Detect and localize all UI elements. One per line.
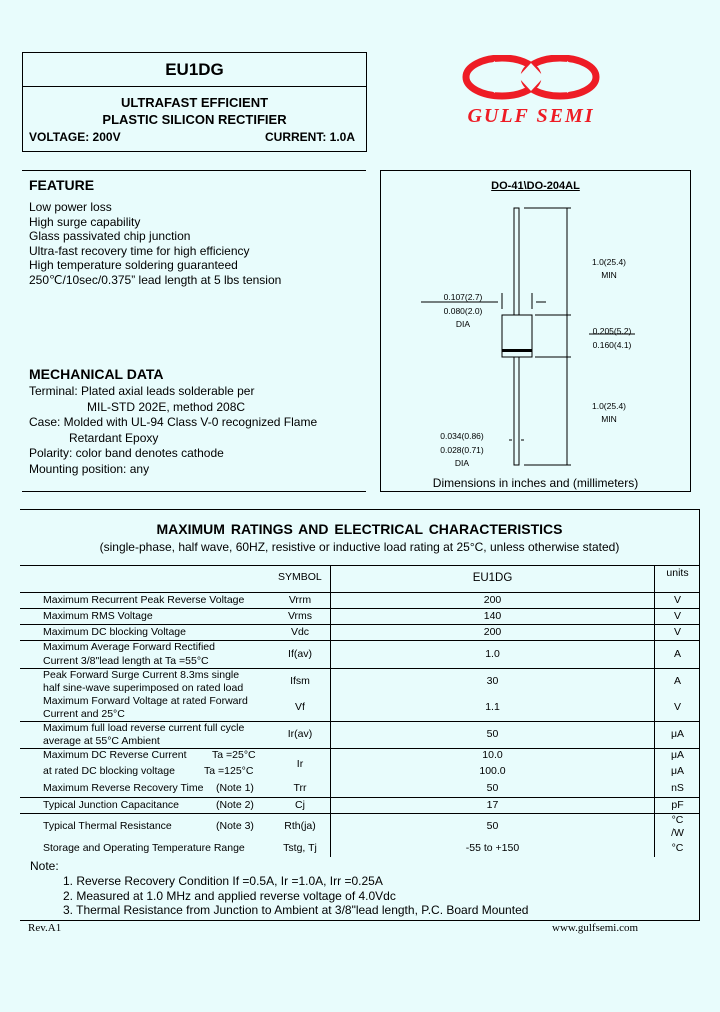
divider (22, 491, 366, 492)
package-title: DO-41\DO-204AL (491, 180, 580, 192)
lead-length-bottom: 1.0(25.4) (591, 401, 627, 411)
mechanical-line: Retardant Epoxy (69, 431, 159, 445)
feature-item: 250℃/10sec/0.375” lead length at 5 lbs tension (29, 273, 282, 287)
parameter-label: Maximum Average Forward Rectified (43, 641, 215, 653)
value: 30 (486, 675, 499, 687)
symbol: Tstg, Tj (283, 841, 317, 854)
table-row (20, 749, 699, 781)
parameter-label: Maximum full load reverse current full cycle (43, 722, 245, 734)
body-dia-max: 0.107(2.7) (443, 292, 483, 302)
value: 1.0 (485, 647, 500, 660)
parameter-label: Maximum Recurrent Peak Reverse Voltage (43, 593, 245, 606)
unit: V (673, 701, 681, 713)
feature-item: High temperature soldering guaranteed (29, 258, 238, 272)
parameter-label: Current 3/8"lead length at Ta =55°C (43, 654, 209, 667)
ratings-table (20, 509, 700, 921)
condition: Ta =125°C (204, 765, 254, 777)
value: 200 (483, 593, 502, 606)
mechanical-line: Polarity: color band denotes cathode (29, 446, 224, 460)
unit: /W (671, 827, 684, 839)
header-units: units (666, 567, 689, 579)
part-number: EU1DG (23, 53, 366, 87)
parameter-label: Peak Forward Surge Current 8.3ms single (43, 669, 240, 681)
revision: Rev.A1 (28, 922, 62, 934)
table-row (20, 625, 699, 641)
table-row (20, 695, 699, 722)
parameter-label: Typical Thermal Resistance (43, 820, 172, 832)
parameter-label: Maximum RMS Voltage (43, 609, 153, 622)
feature-title: FEATURE (29, 177, 95, 193)
value: 140 (483, 609, 502, 622)
note-ref: (Note 1) (216, 782, 254, 794)
parameter-label: average at 55°C Ambient (43, 735, 160, 747)
symbol: Ir(av) (287, 728, 313, 740)
feature-item: High surge capability (29, 215, 141, 229)
current-rating: CURRENT: 1.0A (264, 130, 355, 144)
feature-item: Low power loss (29, 200, 112, 214)
parameter-label: Current and 25°C (43, 708, 125, 720)
table-row (20, 722, 699, 749)
mechanical-line: Case: Molded with UL-94 Class V-0 recognized Flame (29, 415, 318, 429)
ratings-subtitle: (single-phase, half wave, 60HZ, resistive or inductive load rating at 25°C, unless otherwise stated) (99, 540, 620, 554)
unit: A (673, 675, 681, 687)
note-ref: (Note 3) (216, 820, 254, 832)
unit: nS (671, 782, 684, 794)
body-length-max: 0.205(5.2) (592, 326, 632, 336)
gulf-semi-logo (460, 55, 610, 127)
divider (22, 170, 366, 171)
feature-item: Ultra-fast recovery time for high efficiency (29, 244, 250, 258)
symbol: Ifsm (290, 675, 310, 687)
symbol: Cj (295, 798, 305, 811)
body-dia-label: DIA (455, 319, 471, 329)
voltage-rating: VOLTAGE: 200V (29, 130, 121, 144)
unit: °C (671, 814, 684, 826)
svg-text:GULF SEMI: GULF SEMI (467, 105, 595, 127)
header-part: EU1DG (472, 572, 513, 584)
value: 50 (486, 820, 499, 832)
subtitle-line2: PLASTIC SILICON RECTIFIER (102, 112, 287, 127)
subtitle-line1: ULTRAFAST EFFICIENT (120, 95, 269, 110)
body-dia-min: 0.080(2.0) (443, 306, 483, 316)
parameter-label: Maximum DC blocking Voltage (43, 625, 186, 638)
logo-mark-icon (460, 55, 610, 127)
value: 1.1 (485, 701, 500, 713)
mechanical-line: Terminal: Plated axial leads solderable per (29, 384, 255, 398)
value: 10.0 (482, 749, 503, 761)
symbol: If(av) (288, 647, 312, 660)
parameter-label: Maximum DC Reverse Current (43, 749, 187, 761)
unit: V (673, 625, 681, 638)
unit: V (673, 609, 681, 622)
unit: °C (671, 841, 684, 854)
unit: V (673, 593, 681, 606)
table-row (20, 609, 699, 625)
symbol: Vdc (290, 625, 310, 638)
symbol: Rth(ja) (284, 820, 316, 832)
table-row (20, 669, 699, 695)
value: 50 (486, 782, 499, 794)
value: -55 to +150 (465, 841, 520, 854)
table-row (20, 781, 699, 798)
unit: pF (671, 798, 684, 811)
website-link[interactable]: www.gulfsemi.com (552, 922, 639, 934)
unit: μA (670, 749, 685, 761)
symbol: Vrrm (288, 593, 312, 606)
mechanical-title: MECHANICAL DATA (29, 366, 164, 382)
symbol: Vrms (287, 609, 313, 622)
table-row (20, 798, 699, 814)
unit: A (673, 647, 681, 660)
ratings-title: MAXIMUM RATINGS AND ELECTRICAL CHARACTERISTICS (156, 521, 563, 537)
mechanical-line: Mounting position: any (29, 462, 150, 476)
value: 17 (486, 798, 499, 811)
unit: μA (670, 728, 685, 740)
note-item: 3. Thermal Resistance from Junction to Ambient at 3/8"lead length, P.C. Board Mounted (63, 903, 529, 917)
value: 100.0 (479, 765, 506, 777)
feature-item: Glass passivated chip junction (29, 229, 191, 243)
condition: Ta =25°C (212, 749, 256, 761)
unit: μA (670, 765, 685, 777)
table-row (20, 641, 699, 669)
lead-length-bottom-min: MIN (601, 414, 617, 424)
parameter-label: Maximum Reverse Recovery Time (43, 782, 204, 794)
value: 50 (486, 728, 499, 740)
table-row (20, 593, 699, 609)
header-symbol: SYMBOL (278, 571, 322, 583)
lead-length-top-min: MIN (601, 270, 617, 280)
parameter-label: at rated DC blocking voltage (43, 765, 175, 777)
symbol: Vf (295, 701, 305, 713)
body-length-min: 0.160(4.1) (592, 340, 632, 350)
symbol: Ir (296, 758, 304, 770)
diode-drawing (381, 171, 690, 491)
parameter-label: Maximum Forward Voltage at rated Forward (43, 695, 248, 707)
notes-title: Note: (30, 859, 59, 873)
value: 200 (483, 625, 502, 638)
title-box (22, 52, 367, 152)
parameter-label: Storage and Operating Temperature Range (43, 841, 245, 854)
lead-dia-max: 0.034(0.86) (440, 431, 484, 441)
lead-dia-label: DIA (454, 458, 470, 468)
note-item: 2. Measured at 1.0 MHz and applied reverse voltage of 4.0Vdc (63, 889, 396, 903)
table-header-row (20, 566, 699, 593)
lead-length-top: 1.0(25.4) (591, 257, 627, 267)
mechanical-line: MIL-STD 202E, method 208C (87, 400, 246, 414)
parameter-label: half sine-wave superimposed on rated load (43, 682, 244, 694)
table-row (20, 814, 699, 840)
note-item: 1. Reverse Recovery Condition If =0.5A, Ir =1.0A, Irr =0.25A (63, 874, 383, 888)
note-ref: (Note 2) (216, 798, 254, 811)
dimensions-caption: Dimensions in inches and (millimeters) (432, 476, 639, 490)
lead-dia-min: 0.028(0.71) (440, 445, 484, 455)
package-diagram (380, 170, 691, 492)
parameter-label: Typical Junction Capacitance (43, 798, 179, 811)
table-row (20, 840, 699, 857)
symbol: Trr (293, 782, 307, 794)
